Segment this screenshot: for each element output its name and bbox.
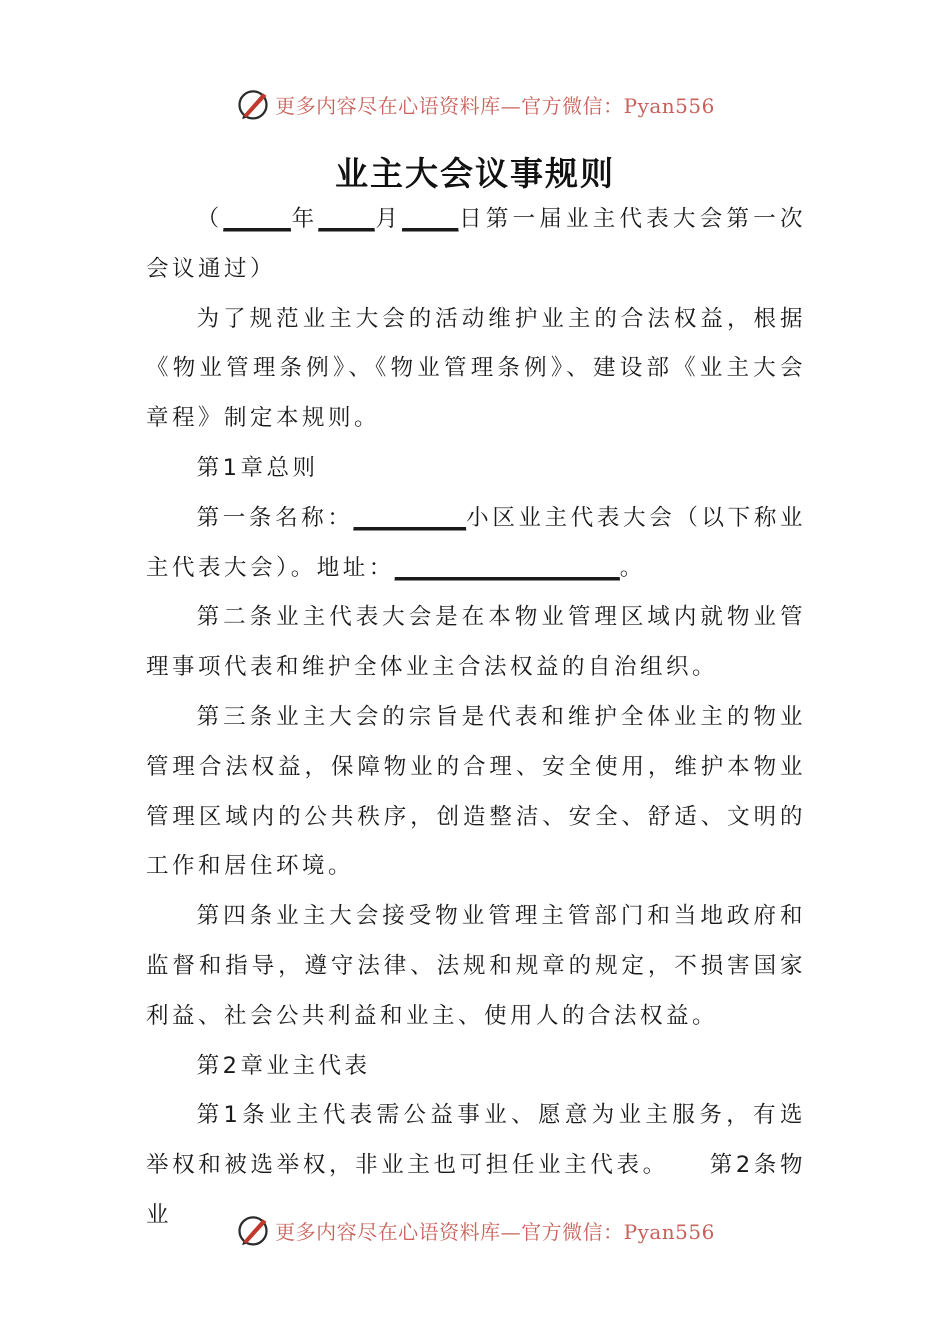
month-blank: _____ <box>318 206 375 232</box>
watermark-header <box>0 82 950 126</box>
chapter-1-heading: 第1章总则 <box>196 454 319 481</box>
subtitle-paragraph <box>146 195 806 295</box>
year-label: 年 <box>290 206 319 232</box>
year-blank: ______ <box>223 206 291 232</box>
subtitle-rest: 日第一届业主代表大会第一次会议通过） <box>146 206 806 282</box>
pen-circle-logo-icon <box>235 86 271 122</box>
day-blank: _____ <box>402 206 459 232</box>
article-1-paragraph <box>146 494 806 594</box>
intro-paragraph: 为了规范业主大会的活动维护业主的合法权益，根据《物业管理条例》、《物业管理条例》、建设部《业主大会章程》制定本规则。 <box>146 305 806 432</box>
article-1-middle: 小区业主代表大会（以下称业主代表大会）。地址： <box>146 504 806 581</box>
article-4-paragraph: 第四条业主大会接受物业管理主管部门和当地政府和监督和指导，遵守法律、法规和规章的规定，不损害国家利益、社会公共利益和业主、使用人的合法权益。 <box>146 903 806 1029</box>
document-title: 业主大会议事规则 <box>335 154 615 193</box>
month-label: 月 <box>374 206 403 232</box>
pen-circle-logo-icon <box>235 1212 271 1248</box>
community-name-blank: __________ <box>353 504 467 531</box>
watermark-text: 更多内容尽在心语资料库—官方微信：Pyan556 <box>275 93 715 118</box>
article-1-end: 。 <box>619 554 646 581</box>
address-blank: ____________________ <box>394 554 620 581</box>
document-body <box>146 195 806 1241</box>
watermark-footer <box>0 1208 950 1252</box>
article-2-paragraph: 第二条业主代表大会是在本物业管理区域内就物业管理事项代表和维护全体业主合法权益的自治组织。 <box>146 604 806 681</box>
section-1-paragraph: 第1条业主代表需公益事业、愿意为业主服务，有选举权和被选举权，非业主也可担任业主代表。 第2条物业 <box>146 1102 806 1228</box>
chapter-2-heading: 第2章业主代表 <box>196 1052 371 1079</box>
article-3-paragraph: 第三条业主大会的宗旨是代表和维护全体业主的物业管理合法权益，保障物业的合理、安全使用，维护本物业管理区域内的公共秩序，创造整洁、安全、舒适、文明的工作和居住环境。 <box>146 703 806 880</box>
article-1-prefix: 第一条名称： <box>196 504 354 531</box>
subtitle-open-bracket: （ <box>196 206 224 232</box>
watermark-text: 更多内容尽在心语资料库—官方微信：Pyan556 <box>275 1219 715 1244</box>
